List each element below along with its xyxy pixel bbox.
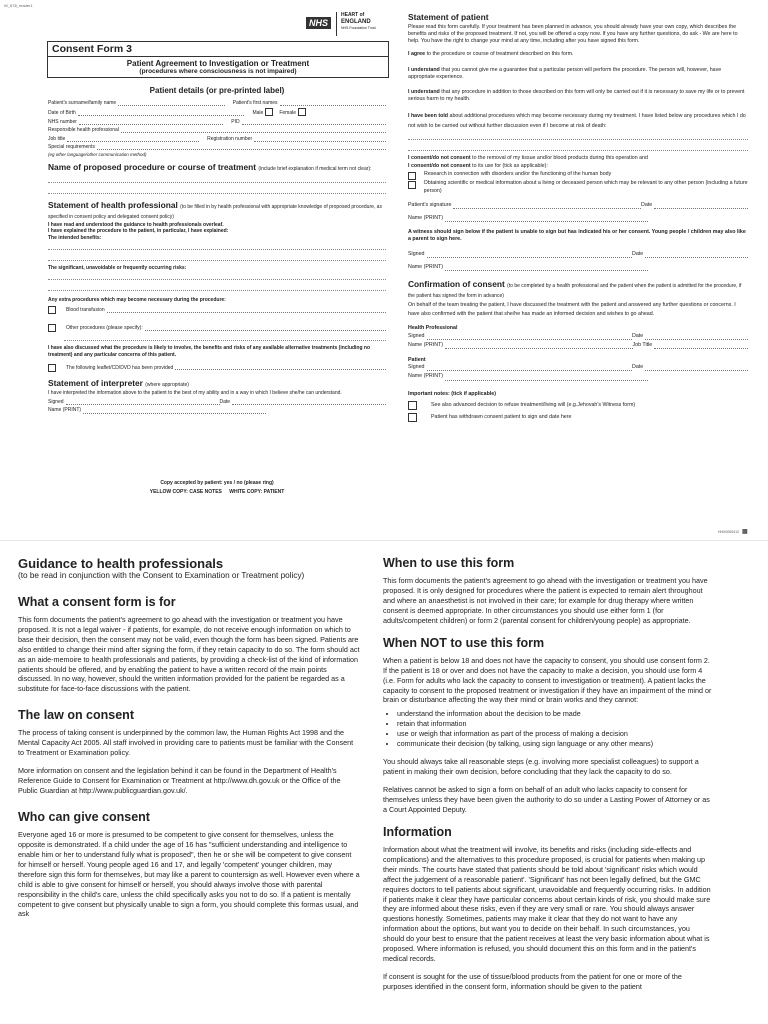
surname-field[interactable]	[118, 101, 224, 106]
trust-logo	[341, 13, 376, 30]
note2-checkbox[interactable]	[408, 413, 417, 422]
consent-bold2: I consent/do not consent	[408, 163, 471, 170]
nhs-number-field[interactable]	[79, 120, 223, 125]
research-label: Research in connection with disorders and/or the functioning of the human body	[424, 171, 612, 178]
hp-heading: Statement of health professional	[48, 200, 178, 210]
risks-label: The significant, unavoidable or frequently occurring risks:	[48, 264, 187, 271]
patient-signature-date-field[interactable]	[654, 204, 748, 209]
confirm-patient-name-field[interactable]	[445, 376, 648, 381]
other-procedures-label: Other procedures (please specify):	[66, 325, 143, 332]
list-item: • use or weigh that information as part of the process of making a decision	[397, 729, 713, 739]
info-paragraph-2: If consent is sought for the use of tissue/blood products from the patient for one or more of the purposes identified in the consent form, information should be given to the patient	[383, 972, 682, 991]
guidance-subtitle: (to be read in conjunction with the Consent to Examination or Treatment policy)	[18, 571, 305, 580]
reg-number-field[interactable]	[254, 137, 386, 142]
printer-code-text: HHX0000412	[718, 530, 740, 534]
interpreter-date-field[interactable]	[232, 400, 386, 405]
form-title: Consent Form 3	[48, 42, 388, 57]
info-heading: Information	[383, 824, 452, 839]
interpreter-heading: Statement of interpreter	[48, 377, 143, 388]
list-item: • retain that information	[397, 719, 713, 729]
dob-label: Date of Birth	[48, 110, 76, 117]
when-paragraph: This form documents the patient's agreement to go ahead with the investigation or treatment you have proposed. It is only designed for procedures where the patient is expected to remain alert throughout and where an anaesthetist is not involved in their care; for example for drug therapy where written consent is deemed appropriate. In other circumstances you should use either form 1 (for adults/competent children) or form 2 (parental consent for children/young people) as appropriate.	[383, 576, 708, 625]
other-procedures-checkbox[interactable]	[48, 324, 56, 332]
note2-label: Patient has withdrawn consent patient to sign and date here	[431, 413, 572, 420]
female-checkbox[interactable]	[298, 108, 306, 116]
printer-code	[718, 528, 748, 535]
interpreter-signed-field[interactable]	[66, 400, 220, 405]
special-req-label: Special requirements	[48, 143, 95, 150]
extra-procedures-label: Any extra procedures which may become necessary during the procedure:	[48, 297, 226, 303]
witness-signed-label: Signed	[408, 250, 425, 257]
law-heading: The law on consent	[18, 708, 134, 723]
consent-bold1: I consent/do not consent	[408, 155, 471, 162]
male-checkbox[interactable]	[265, 108, 273, 116]
consent-text2: to its use for (tick as applicable):	[472, 163, 548, 170]
yellow-copy: YELLOW COPY: CASE NOTES	[149, 488, 222, 495]
what-paragraph: This form documents the patient's agreement to go ahead with the investigation or treatment you have proposed. It is not a legal waiver - if patients, for example, do not receive enough information on which to base their decision, then the consent may not be valid, even though the form has been signed. Patients are also entitled to change their mind after signing the form, if they retain capacity to do so. The form should act as an aide-memoire to health professionals and patients, by providing a check-list of the kind of information patients should be offered, and by enabling the patient to have a written record of the main points discussed. In no way, however, should the written information provided for the patient be regarded as a substitute for face-to-face discussions with the patient.	[18, 614, 360, 694]
understand2-text: that any procedure in addition to those described on this form will only be carried out if it is necessary to save my life or to prevent serious harm to my health.	[408, 88, 745, 102]
interpreter-note: (where appropriate)	[145, 381, 189, 388]
guidance-right-column	[383, 556, 713, 1000]
witness-name-field[interactable]	[445, 266, 648, 271]
when-heading: When to use this form	[383, 556, 515, 570]
consent-text1: to the removal of my tissue and/or blood products during this operation and	[472, 155, 648, 162]
male-label: Male	[252, 110, 264, 117]
whennot-paragraph-2: You should always take all reasonable steps (e.g. involving more specialist colleagues) to support a patient in making their own decision, before concluding that they lack the capacity to do so.	[383, 757, 699, 777]
leaflet-checkbox[interactable]	[48, 364, 56, 372]
printer-logo-icon: ▦	[742, 529, 748, 535]
page-divider	[0, 540, 768, 541]
hp-signed-label: Signed	[408, 332, 425, 339]
form-title-box	[47, 41, 389, 78]
understand1-text: that you cannot give me a guarantee that a particular person will perform the procedure. The person will, however, have appropriate experience.	[408, 66, 722, 80]
hp-note: (to be filled in by health professional with appropriate knowledge of proposed procedure, as specified in consent policy and delegated consent policy)	[48, 204, 382, 220]
risks-lines[interactable]	[48, 271, 386, 291]
statement-heading: Statement of patient	[408, 12, 489, 22]
patient-name-field[interactable]	[445, 217, 648, 222]
confirmation-text: On behalf of the team treating the patient, I have discussed the treatment with the patient and answered any further questions or concerns. I have also confirmed with the patient that she/he has made an informed decision and wishes to go ahead.	[408, 301, 736, 318]
dob-field[interactable]	[78, 111, 245, 116]
patient-signature-label: Patient's signature	[408, 202, 452, 208]
hp-signed-field[interactable]	[427, 335, 633, 340]
procedure-note: (include brief explanation if medical term not clear):	[258, 166, 372, 172]
info-paragraph: Information about what the treatment will involve, its benefits and risks (including side-effects and complications) and the alternatives to this procedure proposed, is crucial for patients when making up their minds. The courts have stated that patients should be told about 'significant' risks which would affect the judgement of a reasonable patient'. 'Significant' has not been legally defined, but the GMC requires doctors to tell patients about significant, unavoidable and frequently occurring risks. In addition if patients make it clear they have particular concerns about certain kinds of risk, you should make sure they are informed about these risks, even if they are very small or rare. You should always answer questions honestly. Sometimes, patients may make it clear that they do not want to have any information about the options, but want you to decide on their behalf. In such circumstances, you should do your best to ensure that the patient receives at least the very basic information about what is proposed. Where information is refused, you should document this on this form and in the patient's medical records.	[383, 844, 711, 964]
patient-signature-field[interactable]	[453, 204, 641, 209]
procedures-not-wished-lines[interactable]	[408, 131, 748, 151]
obtaining-label: Obtaining scientific or medical information about a living or deceased person which may be relevant to any other person (including a future person)	[423, 180, 748, 195]
understand2-bold: I understand	[408, 88, 440, 95]
hp-job-title-label: Job Title	[632, 341, 653, 348]
witness-signed-field[interactable]	[427, 253, 633, 258]
patient-signature-date-label: Date	[641, 202, 653, 208]
pid-field[interactable]	[242, 120, 386, 125]
guidance-left-column	[18, 556, 360, 927]
who-heading: Who can give consent	[18, 809, 150, 824]
interpreter-text: I have interpreted the information above to the patient to the best of my ability and in a way in which I believe she/he can understand.	[48, 389, 342, 396]
health-professional-label: Health Professional	[408, 325, 458, 332]
interpreter-signed-label: Signed	[48, 399, 64, 405]
intended-benefits: The intended benefits:	[48, 234, 102, 241]
also-discussed: I have also discussed what the procedure is likely to involve, the benefits and risks of any available alternative treatments (including no treatment) and any particular concerns of this patient.	[48, 345, 371, 358]
patient-details-heading: Patient details (or pre-printed label)	[149, 86, 285, 95]
told-text: about additional procedures which may become necessary during my treatment. I have listed below any procedures which I do not wish to be carried out without further discussion even if I become at risk of death:	[408, 113, 746, 130]
patient-name-label: Name (PRINT)	[408, 215, 444, 222]
special-req-note: (eg other language/other communication method)	[48, 152, 147, 158]
confirmation-note: (to be completed by a health professional and the patient when the patient is admitted for the procedure, if the patient has signed the form in advance)	[408, 282, 742, 299]
hp-read: I have read and understood the guidance to health professionals overleaf.	[48, 222, 224, 228]
trust-line2: ENGLAND	[341, 18, 371, 25]
pid-label: PID	[231, 118, 240, 125]
agree-bold: I agree	[408, 51, 426, 58]
law-paragraph-1: The process of taking consent is underpinned by the common law, the Human Rights Act 1998 and the Mental Capacity Act 2005. All staff involved in providing care to patients must be familiar with the Consent to Treatment or Examination policy.	[18, 728, 354, 758]
hp-explained: I have explained the procedure to the patient, in particular, I have explained:	[48, 228, 229, 235]
confirm-patient-signed-field[interactable]	[427, 366, 633, 371]
hp-name-label: Name (PRINT)	[408, 341, 444, 348]
nhs-number-label: NHS number	[48, 118, 77, 125]
agree-text: to the procedure or course of treatment described on this form.	[426, 51, 574, 58]
leaflet-label: The following leaflet/CD/DVD has been provided	[66, 364, 174, 371]
heart-icon	[336, 12, 337, 36]
patient-label: Patient	[408, 356, 426, 363]
confirm-patient-date-label: Date	[632, 364, 644, 371]
whennot-paragraph: When a patient is below 18 and does not have the capacity to consent, you should use consent form 2. If the patient is 18 or over and does not have the capacity to make a decision, you should use form 4 (i.e. Form for adults who lack the capacity to consent to investigation or treatment). A patient lacks the capacity to consent to the proposed treatment or investigation if they have an impairment of the mind or brain or disturbance affecting the way their mind or brain works and they cannot:	[383, 655, 712, 705]
witness-name-label: Name (PRINT)	[408, 263, 444, 270]
statement-intro: Please read this form carefully. If your treatment has been planned in advance, you should already have your own copy, which describes the benefits and risks of the proposed treatment. If not, you will be offered a copy now. If you have any further questions, do ask - We are here to help. You have the right to change your mind at any time, including after you have signed this form.	[408, 24, 738, 45]
form-subtitle2: (procedures where consciousness is not impaired)	[139, 68, 297, 75]
interpreter-name-field[interactable]	[83, 409, 266, 414]
whennot-paragraph-3: Relatives cannot be asked to sign a form on behalf of an adult who lacks capacity to consent for themselves unless they have been given the authority to do so under a Lasting Power of Attorney or as a Court Appointed Deputy.	[383, 785, 710, 814]
what-heading: What a consent form is for	[18, 594, 176, 609]
first-names-label: Patient's first names	[232, 100, 278, 106]
list-item: • understand the information about the decision to be made	[397, 709, 713, 719]
form-right-column	[408, 12, 748, 422]
white-copy: WHITE COPY: PATIENT	[229, 488, 285, 495]
resp-prof-field[interactable]	[121, 128, 386, 133]
other-procedures-line[interactable]	[64, 332, 386, 341]
form-subtitle: Patient Agreement to Investigation or Treatment	[126, 59, 310, 68]
benefits-lines[interactable]	[48, 241, 386, 261]
interpreter-name-label: Name (PRINT)	[48, 407, 82, 414]
reg-number-label: Registration number	[207, 135, 253, 142]
file-ref: W_678_reader1	[4, 3, 33, 8]
trust-line1: HEART of	[341, 12, 365, 18]
confirmation-heading: Confirmation of consent	[408, 278, 505, 289]
note1-label: See also advanced decision to refuse treatment/living will (e.g.Jehovah's Witness form)	[431, 401, 636, 408]
special-req-field[interactable]	[97, 145, 386, 150]
guidance-title: Guidance to health professionals	[18, 556, 224, 571]
law-paragraph-2: More information on consent and the legislation behind it can be found in the Department of Health's Reference Guide to Consent for Examination or Treatment at http://www.dh.gov.uk or the Office of the Public Guardian at http://www.publicguardian.gov.uk/.	[18, 766, 341, 796]
hp-job-title-field[interactable]	[654, 344, 748, 349]
witness-date-label: Date	[632, 250, 644, 257]
note1-checkbox[interactable]	[408, 401, 417, 410]
procedure-lines[interactable]	[48, 174, 386, 194]
first-names-field[interactable]	[280, 101, 386, 106]
confirm-patient-signed-label: Signed	[408, 364, 425, 371]
hp-date-field[interactable]	[645, 335, 748, 340]
important-notes-label: Important notes: (tick if applicable)	[408, 390, 496, 397]
hp-name-field[interactable]	[445, 344, 632, 349]
obtaining-checkbox[interactable]	[408, 181, 416, 189]
procedure-heading: Name of proposed procedure or course of treatment	[48, 162, 257, 172]
whennot-heading: When NOT to use this form	[383, 635, 545, 650]
job-title-field[interactable]	[67, 137, 199, 142]
who-paragraph: Everyone aged 16 or more is presumed to be competent to give consent for themselves, unless the opposite is demonstrated. If a child under the age of 16 has "sufficient understanding and intelligence to enable him or her to understand fully what is proposed", then he or she will be competent to give consent for himself or herself. Young people aged 16 and 17, and legally 'competent' younger children, may therefore sign this form for themselves, but may like a parent to countersign as well. However even where a child is able to give consent for himself or herself, you should always involve those with parental responsibility in the child's care, unless the child specifically asks you not to do so. If a patient is mentally competent to give consent but physically unable to sign a form, you should complete this formas usual, and ask	[18, 829, 360, 919]
capacity-list	[383, 709, 713, 749]
confirm-patient-date-field[interactable]	[645, 366, 748, 371]
resp-prof-label: Responsible health professional	[48, 127, 119, 134]
trust-line3: NHS Foundation Trust	[341, 25, 376, 30]
job-title-label: Job title	[48, 135, 66, 142]
surname-label: Patient's surname/family name	[48, 100, 117, 106]
blood-transfusion-label: Blood transfusion	[66, 307, 105, 314]
hp-date-label: Date	[632, 332, 644, 339]
form-left-column	[48, 86, 386, 495]
research-checkbox[interactable]	[408, 172, 416, 180]
female-label: Female	[279, 110, 296, 117]
understand1-bold: I understand	[408, 66, 440, 73]
witness-note: A witness should sign below if the patient is unable to sign but has indicated his or her consent. Young people / children may also like a parent to sign here.	[408, 229, 746, 243]
witness-date-field[interactable]	[645, 253, 748, 258]
list-item: • communicate their decision (by talking, using sign language or any other means)	[397, 739, 713, 749]
told-bold: I have been told	[408, 113, 449, 120]
interpreter-date-label: Date	[219, 399, 231, 405]
blood-transfusion-checkbox[interactable]	[48, 306, 56, 314]
nhs-logo: NHS	[306, 17, 331, 29]
copy-accepted: Copy accepted by patient: yes / no (please ring)	[160, 479, 274, 486]
confirm-patient-name-label: Name (PRINT)	[408, 373, 444, 380]
